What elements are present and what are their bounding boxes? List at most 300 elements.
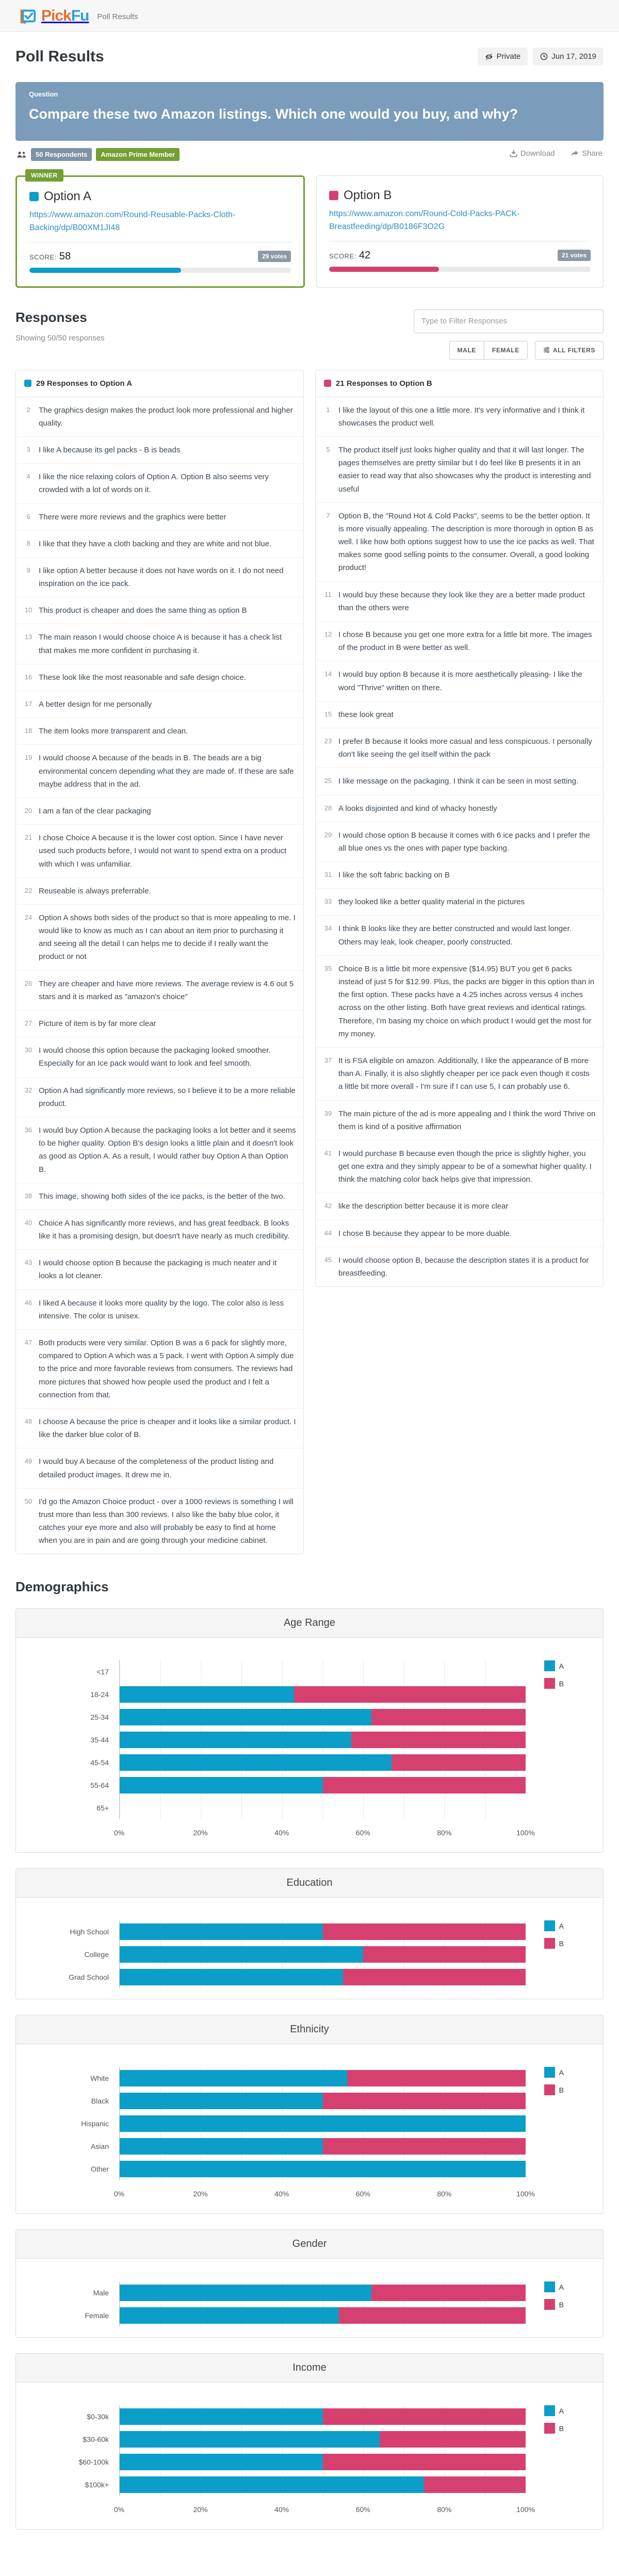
- date-badge: Jun 17, 2019: [533, 47, 604, 66]
- option-a-score: SCORE: 58: [29, 250, 71, 262]
- response-row: [16, 744, 303, 797]
- axis-tick: 40%: [274, 2190, 289, 2198]
- bar-segment-b: [294, 1686, 526, 1703]
- response-text: I like the nice relaxing colors of Option A. Option B also seems very crowded with a lot of words on it.: [39, 472, 269, 495]
- filter-responses-input[interactable]: [414, 309, 604, 333]
- legend-item: [544, 2405, 564, 2416]
- chart-title-education: Education: [16, 1869, 603, 1898]
- chart-legend: [544, 2281, 564, 2317]
- response-number: 2: [26, 405, 30, 414]
- response-number: 38: [24, 1192, 32, 1200]
- response-number: 1: [326, 405, 330, 414]
- option-a-name: Option A: [29, 189, 291, 204]
- category-label: Asian: [90, 2142, 109, 2151]
- option-b-progress-fill: [329, 267, 439, 272]
- response-number: 23: [324, 737, 332, 745]
- bar-row: [120, 2405, 526, 2428]
- option-a-progress: [29, 268, 291, 273]
- legend-item: [544, 1660, 564, 1671]
- response-row: [16, 530, 303, 557]
- sliders-icon: [543, 347, 550, 353]
- response-text: I like message on the packaging. I think it can be seen in most setting.: [338, 777, 579, 786]
- response-text: Option A shows both sides of the product so that is more appealing to me. I would like to know as much as I can about an item prior to purchasing it and seeing all the detail I can helps me to decide if I really want the product or not: [39, 913, 296, 961]
- chart-title-income: Income: [16, 2354, 603, 2383]
- category-label: 55-64: [90, 1781, 109, 1790]
- response-text: The main reason I would choose choice A is because it has a check list that makes me more confident in purchasing it.: [39, 633, 282, 655]
- category-label: Hispanic: [81, 2120, 109, 2128]
- response-number: 9: [26, 566, 30, 574]
- response-number: 29: [324, 830, 332, 839]
- legend-swatch-a: [544, 2067, 555, 2078]
- share-icon: [571, 150, 579, 157]
- legend-swatch-b: [544, 2299, 555, 2310]
- option-a-link[interactable]: https://www.amazon.com/Round-Reusable-Packs-Cloth-Backing/dp/B00XM1JI48: [29, 210, 236, 232]
- response-row: [16, 1077, 303, 1117]
- nav-subtitle: Poll Results: [97, 12, 138, 21]
- axis-tick: 60%: [355, 1829, 370, 1837]
- response-number: 10: [24, 606, 32, 614]
- axis-tick: 20%: [193, 2190, 208, 2198]
- bar-segment-a: [120, 1777, 323, 1794]
- bar-row: [120, 1683, 526, 1706]
- response-row: [316, 1047, 603, 1100]
- legend-label: A: [559, 2068, 564, 2077]
- bar-segment-a: [120, 1969, 343, 1985]
- response-row: [16, 877, 303, 904]
- audience-badge: Amazon Prime Member: [96, 148, 180, 161]
- option-b-card: [316, 175, 604, 288]
- option-b-responses-card: [315, 370, 604, 1287]
- option-b-color-swatch: [324, 380, 331, 387]
- legend-item: [544, 2281, 564, 2292]
- response-row: [16, 1010, 303, 1037]
- response-number: 34: [324, 924, 332, 933]
- download-icon: [510, 150, 517, 157]
- response-text: A better design for me personally: [39, 700, 152, 709]
- response-text: I like that they have a cloth backing and they are white and not blue.: [39, 539, 272, 548]
- response-row: [316, 1193, 603, 1219]
- response-text: Option B, the "Round Hot & Cold Packs", seems to be the better option. It is more visually appealing. The description is more thorough in option B as well. I like how both options suggest how to use the ice packs as well. That makes some good selling points to the consumer. Overall, a good looking product!: [338, 511, 594, 573]
- response-row: [16, 597, 303, 624]
- axis-tick: 0%: [113, 2190, 125, 2198]
- response-row: [16, 797, 303, 824]
- bar-segment-b: [323, 1777, 526, 1794]
- axis-tick: 60%: [355, 2190, 370, 2198]
- axis-tick: 60%: [355, 2505, 370, 2514]
- response-row: [316, 955, 603, 1047]
- category-label: Grad School: [69, 1973, 109, 1982]
- gender-chart-card: [15, 2229, 604, 2338]
- axis-tick: 0%: [113, 2505, 125, 2514]
- response-text: Reuseable is always preferrable.: [39, 886, 151, 895]
- female-filter-button[interactable]: FEMALE: [484, 341, 528, 360]
- axis-tick: 20%: [193, 2505, 208, 2514]
- bar-row: [120, 2304, 526, 2327]
- legend-label: A: [559, 1921, 564, 1930]
- bar-row: [120, 2112, 526, 2135]
- response-text: I'd go the Amazon Choice product - over a 1000 reviews is something I will trust more than less than 300 reviews. I also like the baby blue color, it catches your eye more and also will probably be easy to find at home when you are in pain and are going through your medicine cabinet.: [39, 1497, 294, 1545]
- response-number: 11: [324, 590, 332, 598]
- legend-swatch-a: [544, 2405, 555, 2416]
- response-row: [16, 557, 303, 597]
- bar-row: [120, 2067, 526, 2090]
- response-number: 44: [324, 1229, 332, 1237]
- response-number: 37: [324, 1056, 332, 1064]
- bar-segment-b: [380, 2431, 526, 2448]
- response-row: [16, 691, 303, 718]
- response-row: [316, 502, 603, 581]
- response-row: [16, 463, 303, 503]
- legend-swatch-b: [544, 1678, 555, 1689]
- category-label: $60-100k: [78, 2458, 109, 2467]
- response-row: [16, 1329, 303, 1408]
- bar-row: [120, 2473, 526, 2496]
- bar-segment-b: [351, 1732, 526, 1748]
- response-text: I would buy Option A because the packaging looks a lot better and it seems to be higher quality. Option B's design looks a little plain and it doesn't look as good as Option A. As a result, I would rather buy Option A than Option B.: [39, 1126, 296, 1174]
- response-text: I liked A because it looks more quality by the logo. The color also is less intensive. The color is unisex.: [39, 1298, 284, 1320]
- response-text: They are cheaper and have more reviews. The average review is 4.6 out 5 stars and it is marked as "amazon's choice": [39, 979, 294, 1001]
- bar-segment-a: [120, 2115, 526, 2132]
- response-text: I would purchase B because even though the price is slightly higher, you get one extra and they simply appear to be of a somewhat higher quality. I think the matching color back helps give that impression.: [338, 1149, 592, 1184]
- axis-tick: 0%: [113, 1829, 125, 1837]
- response-row: [316, 581, 603, 621]
- response-text: The item looks more transparent and clean.: [39, 727, 188, 736]
- response-row: [16, 1249, 303, 1289]
- bar-segment-a: [120, 1686, 294, 1703]
- category-label: Male: [93, 2289, 109, 2297]
- page-title: Poll Results: [15, 47, 104, 65]
- bar-segment-b: [363, 1946, 526, 1963]
- response-row: [316, 915, 603, 955]
- option-b-progress: [329, 267, 591, 272]
- bar-segment-b: [323, 2408, 526, 2425]
- option-a-responses-header: 29 Responses to Option A: [16, 370, 303, 397]
- download-button[interactable]: Download: [510, 149, 555, 158]
- response-row: [316, 888, 603, 915]
- option-b-name: Option B: [329, 188, 591, 203]
- response-number: 15: [324, 710, 332, 718]
- respondents-people-icon: [17, 151, 27, 159]
- response-number: 18: [24, 727, 32, 735]
- response-row: [16, 718, 303, 744]
- response-text: Choice B is a little bit more expensive ($14.95) BUT you get 6 packs instead of just 5 for $12.99. Plus, the packs are bigger in this option than in the first option. These packs have a 4.25 inches across versus 4 inches across on the other listing. Both have great reviews and identical ratings. Therefore, I'm basing my choice on which product I would get the most for my money.: [338, 964, 595, 1038]
- legend-label: A: [559, 1661, 564, 1670]
- response-row: [16, 664, 303, 691]
- response-text: I like the soft fabric backing on B: [338, 871, 450, 880]
- category-label: 25-34: [90, 1713, 109, 1722]
- bar-row: [120, 1751, 526, 1774]
- ethnicity-chart-card: [15, 2015, 604, 2214]
- bar-segment-b: [392, 1754, 526, 1771]
- response-row: [16, 824, 303, 877]
- response-row: [316, 822, 603, 861]
- option-b-responses-header: 21 Responses to Option B: [316, 370, 603, 397]
- bar-segment-a: [120, 1709, 371, 1725]
- response-row: [16, 397, 303, 436]
- option-a-color-swatch: [29, 192, 39, 201]
- category-label: High School: [70, 1928, 109, 1936]
- response-text: I would buy option B because it is more aesthetically pleasing- I like the word "Thrive" written on there.: [338, 670, 582, 692]
- response-text: I prefer B because it looks more casual and less conspicuous. I personally don't like seeing the gel itself within the pack: [338, 737, 592, 759]
- response-text: I chose B because they appear to be more duable.: [338, 1229, 512, 1238]
- bar-row: [120, 1729, 526, 1751]
- category-label: <17: [96, 1668, 109, 1676]
- response-text: It is FSA eligible on amazon. Additionally, I like the appearance of B more than A. Finally, it is also slightly cheaper per ice pack even though it costs a little bit more overall - I'm sure if I can use 5, I can probably use 6.: [338, 1056, 590, 1091]
- bar-segment-a: [120, 2476, 424, 2493]
- response-text: Both products were very similar. Option B was a 6 pack for slightly more, compared to Option A which was a 5 pack. I went with Option A simply due to the price and more favorable reviews from consumers. The reviews had more pictures that showed how people used the product and I felt a connection from that.: [39, 1339, 294, 1399]
- bar-segment-a: [120, 2161, 526, 2177]
- response-text: I chose Choice A because it is the lower cost option. Since I have never used such products before, I would not want to spend extra on a product with which I was unfamiliar.: [39, 834, 287, 869]
- bar-row: [120, 1660, 526, 1683]
- legend-swatch-a: [544, 1660, 555, 1671]
- response-number: 41: [324, 1149, 332, 1157]
- response-row: [316, 1140, 603, 1193]
- response-text: I choose A because the price is cheaper and it looks like a similar product. I like the darker blue color of B.: [39, 1417, 296, 1440]
- bar-segment-b: [323, 2138, 526, 2155]
- bar-row: [120, 2135, 526, 2158]
- legend-label: B: [559, 1679, 564, 1688]
- response-number: 8: [26, 539, 30, 547]
- chart-legend: [544, 1920, 564, 1955]
- category-label: 35-44: [90, 1736, 109, 1744]
- response-text: I would choose this option because the packaging looked smoother. Especially for an Ice pack would want to look and feel smooth.: [39, 1046, 271, 1068]
- response-row: [316, 436, 603, 502]
- response-text: I would choose A because of the beads in B. The beads are a big environmental concern depending what they are made of. If these are safe maybe address that in the ad.: [39, 754, 294, 789]
- response-text: I would choose option B because the packaging is much neater and it looks a lot cleaner.: [39, 1259, 277, 1281]
- response-number: 36: [24, 1126, 32, 1134]
- response-text: I am a fan of the clear packaging: [39, 806, 151, 816]
- response-row: [16, 1488, 303, 1554]
- axis-tick: 80%: [437, 2190, 452, 2198]
- response-number: 46: [24, 1298, 32, 1307]
- chart-legend: [544, 2405, 564, 2440]
- response-number: 47: [24, 1339, 32, 1347]
- option-b-score: SCORE: 42: [329, 249, 371, 261]
- bar-segment-b: [371, 2285, 526, 2301]
- bar-row: [120, 1774, 526, 1797]
- legend-swatch-b: [544, 1938, 555, 1949]
- pickfu-checkbox-icon: [18, 6, 37, 26]
- bar-segment-a: [120, 1754, 392, 1771]
- legend-label: B: [559, 2424, 564, 2433]
- response-number: 43: [24, 1259, 32, 1267]
- response-text: Option A had significantly more reviews, so I believe it to be a more reliable product.: [39, 1086, 296, 1108]
- legend-label: A: [559, 2282, 564, 2291]
- bar-segment-b: [343, 1969, 526, 1985]
- response-number: 17: [24, 700, 32, 708]
- brand-text: PickFu: [41, 7, 89, 24]
- response-text: I like option A better because it does not have words on it. I do not need inspiration on the ice pack.: [39, 566, 284, 589]
- response-number: 19: [24, 754, 32, 762]
- response-row: [316, 1247, 603, 1286]
- clock-icon: [540, 53, 548, 60]
- chart-title-ethnicity: Ethnicity: [16, 2015, 603, 2044]
- response-text: I would buy these because they look like they are a better made product than the others were: [338, 590, 585, 612]
- category-label: Female: [85, 2311, 109, 2320]
- category-label: White: [90, 2074, 109, 2083]
- legend-item: [544, 2067, 564, 2078]
- response-text: I think B looks like they are better constructed and would last longer. Others may leak, look cheaper, poorly constructed.: [338, 924, 572, 947]
- bar-segment-b: [371, 1709, 526, 1725]
- legend-swatch-a: [544, 1920, 555, 1931]
- legend-label: B: [559, 1939, 564, 1948]
- response-text: This product is cheaper and does the same thing as option B: [39, 606, 247, 615]
- response-text: I would choose option B, because the description states it is a product for breastfeeding.: [338, 1256, 589, 1278]
- demographics-heading: Demographics: [15, 1579, 109, 1595]
- response-text: There were more reviews and the graphics were better: [39, 512, 226, 521]
- response-row: [316, 795, 603, 822]
- response-row: [16, 1448, 303, 1488]
- response-row: [16, 970, 303, 1010]
- category-label: 45-54: [90, 1758, 109, 1767]
- male-filter-button[interactable]: MALE: [449, 341, 484, 360]
- response-text: The graphics design makes the product look more professional and higher quality.: [39, 405, 293, 428]
- all-filters-button[interactable]: ALL FILTERS: [535, 341, 604, 360]
- eye-slash-icon: [485, 53, 493, 61]
- legend-item: [544, 2423, 564, 2434]
- response-number: 5: [326, 445, 330, 453]
- legend-item: [544, 1678, 564, 1689]
- response-number: 28: [324, 804, 332, 812]
- category-label: 65+: [96, 1804, 109, 1813]
- bar-row: [120, 2428, 526, 2451]
- bar-segment-a: [120, 2408, 323, 2425]
- response-number: 50: [24, 1497, 32, 1505]
- response-number: 27: [24, 1019, 32, 1028]
- response-number: 13: [24, 633, 32, 641]
- chart-legend: [544, 2067, 564, 2102]
- response-number: 49: [24, 1457, 32, 1465]
- category-label: College: [84, 1950, 109, 1959]
- option-a-color-swatch: [24, 380, 31, 387]
- response-text: they looked like a better quality material in the pictures: [338, 898, 525, 907]
- response-number: 20: [24, 806, 32, 814]
- response-number: 30: [24, 1046, 32, 1054]
- age-range-chart-card: [15, 1608, 604, 1853]
- response-row: [316, 701, 603, 728]
- response-number: 6: [26, 512, 30, 520]
- response-row: [16, 1408, 303, 1448]
- bar-row: [120, 1966, 526, 1988]
- winner-tag: WINNER: [25, 169, 63, 182]
- legend-label: B: [559, 2300, 564, 2309]
- response-number: 7: [326, 511, 330, 519]
- top-nav: [0, 0, 619, 32]
- response-row: [316, 621, 603, 661]
- response-row: [16, 503, 303, 530]
- privacy-badge: Private: [478, 47, 528, 66]
- axis-tick: 100%: [516, 2190, 535, 2198]
- response-row: [16, 1117, 303, 1183]
- response-text: A looks disjointed and kind of whacky honestly: [338, 804, 497, 813]
- bar-segment-a: [120, 2454, 323, 2470]
- response-number: 31: [324, 871, 332, 879]
- showing-count: Showing 50/50 responses: [15, 333, 105, 343]
- chart-title-age: Age Range: [16, 1609, 603, 1638]
- response-text: These look like the most reasonable and safe design choice.: [39, 673, 246, 682]
- axis-tick: 80%: [437, 1829, 452, 1837]
- category-label: Black: [91, 2097, 109, 2106]
- response-number: 14: [324, 670, 332, 678]
- option-b-link[interactable]: https://www.amazon.com/Round-Cold-Packs-PACK-Breastfeeding/dp/B0186F3O2G: [329, 209, 520, 231]
- share-button[interactable]: Share: [571, 149, 602, 158]
- bar-row: [120, 1920, 526, 1943]
- bar-segment-a: [120, 2093, 323, 2109]
- legend-label: B: [559, 2085, 564, 2094]
- response-number: 25: [324, 777, 332, 785]
- option-b-votes-badge: 21 votes: [558, 250, 591, 261]
- bar-segment-a: [120, 2070, 347, 2086]
- axis-tick: 100%: [516, 2505, 535, 2514]
- axis-tick: 40%: [274, 1829, 289, 1837]
- option-b-color-swatch: [329, 191, 338, 200]
- response-text: The main picture of the ad is more appealing and I think the word Thrive on them is kind of a positive affirmation: [338, 1109, 596, 1131]
- bar-row: [120, 1797, 526, 1819]
- response-text: I would buy A because of the completeness of the product listing and detailed product images. It drew me in.: [39, 1457, 274, 1479]
- bar-segment-a: [120, 2285, 371, 2301]
- response-number: 12: [324, 630, 332, 639]
- option-a-progress-fill: [29, 268, 181, 273]
- response-number: 48: [24, 1417, 32, 1425]
- response-text: I like the layout of this one a little more. It's very informative and I think it showcases the product well.: [338, 405, 585, 428]
- bar-segment-a: [120, 1732, 351, 1748]
- legend-label: A: [559, 2406, 564, 2415]
- response-text: I like A because its gel packs - B is beads: [39, 445, 181, 454]
- legend-item: [544, 1920, 564, 1931]
- bar-segment-a: [120, 1946, 363, 1963]
- income-chart-card: [15, 2353, 604, 2530]
- response-row: [16, 1290, 303, 1329]
- bar-segment-b: [424, 2476, 526, 2493]
- response-text: I would chose option B because it comes with 6 ice packs and I prefer the all blue ones vs the ones with paper type backing.: [338, 830, 590, 853]
- axis-tick: 20%: [193, 1829, 208, 1837]
- axis-tick: 100%: [516, 1829, 535, 1837]
- question-text: Compare these two Amazon listings. Which one would you buy, and why?: [29, 106, 518, 122]
- legend-swatch-b: [544, 2084, 555, 2095]
- bar-segment-b: [339, 2307, 526, 2324]
- response-number: 42: [324, 1202, 332, 1210]
- response-number: 26: [24, 979, 32, 987]
- legend-item: [544, 2084, 564, 2095]
- response-row: [16, 1183, 303, 1210]
- response-text: like the description better because it is more clear: [338, 1202, 509, 1211]
- category-label: $100k+: [85, 2481, 109, 2489]
- chart-legend: [544, 1660, 564, 1695]
- response-number: 22: [24, 886, 32, 894]
- category-label: Other: [90, 2165, 109, 2174]
- question-panel: [15, 82, 604, 141]
- response-row: [16, 1210, 303, 1249]
- response-number: 16: [24, 673, 32, 681]
- axis-tick: 40%: [274, 2505, 289, 2514]
- bar-segment-b: [323, 2454, 526, 2470]
- legend-item: [544, 2299, 564, 2310]
- pickfu-logo[interactable]: [18, 6, 89, 26]
- bar-row: [120, 2158, 526, 2180]
- response-row: [316, 1220, 603, 1247]
- response-number: 40: [24, 1218, 32, 1227]
- education-chart-card: [15, 1868, 604, 1999]
- response-text: Choice A has significantly more reviews, and has great feedback. B looks like it has a promising design, but doesn't have nearly as much credibility.: [39, 1218, 290, 1241]
- response-row: [316, 397, 603, 436]
- response-number: 35: [324, 964, 332, 972]
- response-number: 4: [26, 472, 30, 481]
- response-row: [316, 861, 603, 888]
- response-number: 39: [324, 1109, 332, 1117]
- response-row: [316, 661, 603, 700]
- legend-item: [544, 1938, 564, 1949]
- option-a-votes-badge: 29 votes: [258, 251, 291, 262]
